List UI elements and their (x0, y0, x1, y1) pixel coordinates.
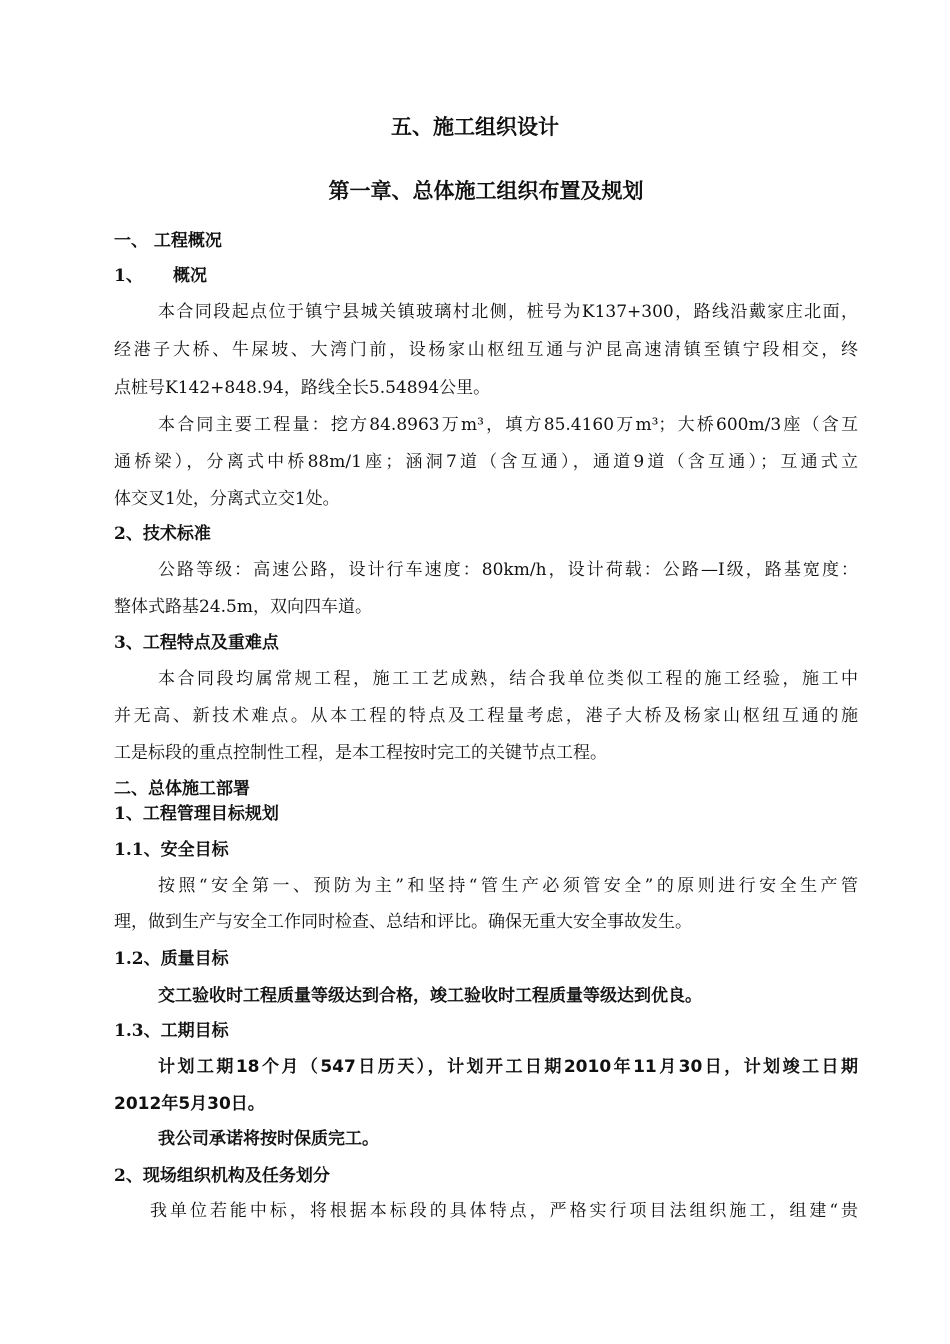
chapter-title: 第一章、总体施工组织布置及规划 (328, 178, 644, 203)
section-heading-deployment: 二、总体施工部署 (114, 779, 250, 799)
subsection-heading-standards: 2、技术标准 (114, 524, 211, 544)
commitment-text: 我公司承诺将按时保质完工。 (158, 1129, 379, 1149)
paragraph-line: 点桩号K142+848.94，路线全长5.54894公里。 (114, 378, 491, 398)
paragraph-line: 并无高、新技术难点。从本工程的特点及工程量考虑，港子大桥及杨家山枢纽互通的施 (114, 706, 858, 726)
schedule-goal-text: 2012年5月30日。 (114, 1094, 265, 1114)
paragraph-line: 按照“安全第一、预防为主”和坚持“管生产必须管安全”的原则进行安全生产管 (158, 876, 858, 896)
paragraph-line: 本合同段起点位于镇宁县城关镇玻璃村北侧，桩号为K137+300，路线沿戴家庄北面， (158, 302, 858, 322)
schedule-goal-text: 计划工期18个月（547日历天），计划开工日期2010年11月30日，计划竣工日期 (158, 1057, 858, 1077)
subsection-heading-safety: 1.1、安全目标 (114, 840, 229, 860)
subsection-heading-summary: 概况 (173, 266, 207, 286)
paragraph-line: 通桥梁），分离式中桥88m/1座；涵洞7道（含互通），通道9道（含互通）；互通式立 (114, 452, 858, 472)
quality-goal-text: 交工验收时工程质量等级达到合格，竣工验收时工程质量等级达到优良。 (158, 986, 702, 1006)
paragraph-line: 本合同主要工程量：挖方84.8963万m³，填方85.4160万m³；大桥600m/3座（含互 (158, 415, 858, 435)
paragraph-line: 本合同段均属常规工程，施工工艺成熟，结合我单位类似工程的施工经验，施工中 (158, 669, 858, 689)
subsection-heading-management: 1、工程管理目标规划 (114, 804, 279, 824)
paragraph-line: 经港子大桥、牛屎坡、大湾门前，设杨家山枢纽互通与沪昆高速清镇至镇宁段相交，终 (114, 340, 858, 360)
paragraph-line: 工是标段的重点控制性工程，是本工程按时完工的关键节点工程。 (114, 743, 607, 763)
section-heading-overview: 一、 工程概况 (114, 231, 222, 251)
subsection-heading-schedule: 1.3、工期目标 (114, 1021, 229, 1041)
subsection-heading-organization: 2、现场组织机构及任务划分 (114, 1166, 330, 1186)
subsection-heading-quality: 1.2、质量目标 (114, 949, 229, 969)
document-title: 五、施工组织设计 (391, 114, 559, 139)
paragraph-line: 理，做到生产与安全工作同时检查、总结和评比。确保无重大安全事故发生。 (114, 912, 692, 932)
paragraph-line: 体交叉1处，分离式立交1处。 (114, 489, 340, 509)
subsection-heading-features: 3、工程特点及重难点 (114, 633, 279, 653)
paragraph-line: 我单位若能中标，将根据本标段的具体特点，严格实行项目法组织施工，组建“贵 (150, 1201, 858, 1221)
paragraph-line: 公路等级：高速公路，设计行车速度：80km/h，设计荷载：公路—I级，路基宽度： (158, 560, 858, 580)
paragraph-line: 整体式路基24.5m，双向四车道。 (114, 597, 372, 617)
subsection-number: 1、 (114, 266, 143, 286)
